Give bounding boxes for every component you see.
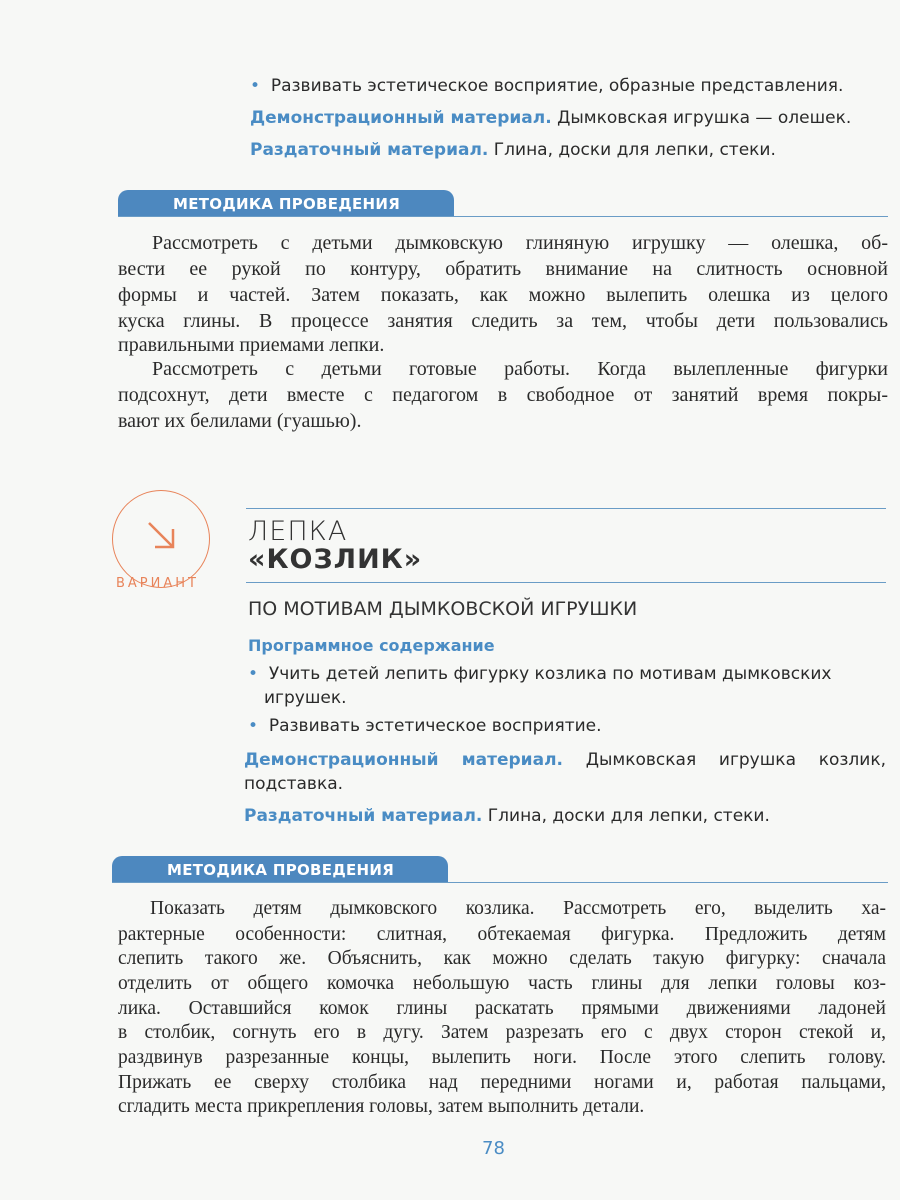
bullet-item: • Развивать эстетическое восприятие, образные представления. (250, 76, 844, 96)
demo-text: Дымковская игрушка — олешек. (557, 108, 852, 128)
text-line: лика. Оставшийся комок глины раскатать прямыми движениями ладоней (118, 998, 886, 1019)
variant-label: ВАРИАНТ (116, 576, 199, 591)
text-line: в столбик, согнуть его в дугу. Затем разрезать его с двух сторон стекой и, (118, 1022, 886, 1043)
text-line: вают их белилами (гуашью). (118, 410, 362, 432)
text-line: раздвинув разрезанные концы, вылепить ноги. После этого слепить голову. (118, 1047, 886, 1068)
lesson-title: «КОЗЛИК» (248, 544, 423, 575)
arrow-down-right-icon (113, 491, 209, 587)
lesson-subtitle: ПО МОТИВАМ ДЫМКОВСКОЙ ИГРУШКИ (248, 598, 638, 620)
lesson-title-type: ЛЕПКА (248, 516, 348, 547)
text-line: рактерные особенности: слитная, обтекаемая фигурка. Предложить детям (118, 924, 886, 945)
demo-text: подставка. (244, 774, 344, 794)
variant-circle (112, 490, 210, 588)
text-line: куска глины. В процессе занятия следить за тем, чтобы дети пользовались (118, 310, 888, 332)
text-line: отделить от общего комочка небольшую часть глины для лепки головы коз- (118, 973, 886, 994)
handout-material (250, 140, 776, 160)
divider (118, 216, 888, 217)
text-line: Показать детям дымковского козлика. Рассмотреть его, выделить ха- (150, 898, 886, 919)
text-line: Рассмотреть с детьми дымковскую глиняную игрушку — олешка, об- (152, 232, 888, 254)
program-heading: Программное содержание (248, 636, 495, 655)
bullet-item: • Развивать эстетическое восприятие. (248, 716, 602, 736)
demo-label: Демонстрационный материал. (250, 108, 552, 128)
text-line: Рассмотреть с детьми готовые работы. Когда вылепленные фигурки (152, 358, 888, 380)
handout-text: Глина, доски для лепки, стеки. (487, 806, 770, 826)
bullet-text: Развивать эстетическое восприятие, образные представления. (270, 76, 844, 96)
handout-material (244, 806, 770, 826)
text-line: Прижать ее сверху столбика над передними ногами и, работая пальцами, (118, 1072, 886, 1093)
text-line: подсохнут, дети вместе с педагогом в свободное от занятий время покры- (118, 384, 888, 406)
text-line: формы и частей. Затем показать, как можно вылепить олешка из целого (118, 284, 888, 306)
divider (246, 582, 886, 583)
demo-text: Дымковская игрушка козлик, (585, 750, 887, 770)
bullet-text: Учить детей лепить фигурку козлика по мотивам дымковских (268, 664, 832, 684)
text-line: сгладить места прикрепления головы, затем выполнить детали. (118, 1096, 645, 1117)
text-line: слепить такого же. Объяснить, как можно сделать такую фигурку: сначала (118, 948, 886, 969)
page-number: 78 (482, 1138, 505, 1159)
section-heading-method: МЕТОДИКА ПРОВЕДЕНИЯ (112, 856, 448, 882)
handout-label: Раздаточный материал. (244, 806, 483, 826)
handout-label: Раздаточный материал. (250, 140, 489, 160)
demo-material (250, 108, 851, 128)
bullet-text: Развивать эстетическое восприятие. (268, 716, 602, 736)
text-line: вести ее рукой по контуру, обратить внимание на слитность основной (118, 258, 888, 280)
section-heading-method: МЕТОДИКА ПРОВЕДЕНИЯ (118, 190, 454, 216)
divider (246, 508, 886, 509)
handout-text: Глина, доски для лепки, стеки. (493, 140, 776, 160)
bullet-item: • Учить детей лепить фигурку козлика по мотивам дымковских (248, 664, 832, 684)
demo-material (244, 750, 886, 770)
text-line: правильными приемами лепки. (118, 334, 385, 356)
demo-label: Демонстрационный материал. (244, 750, 563, 770)
bullet-text: игрушек. (264, 688, 347, 708)
divider (112, 882, 888, 883)
